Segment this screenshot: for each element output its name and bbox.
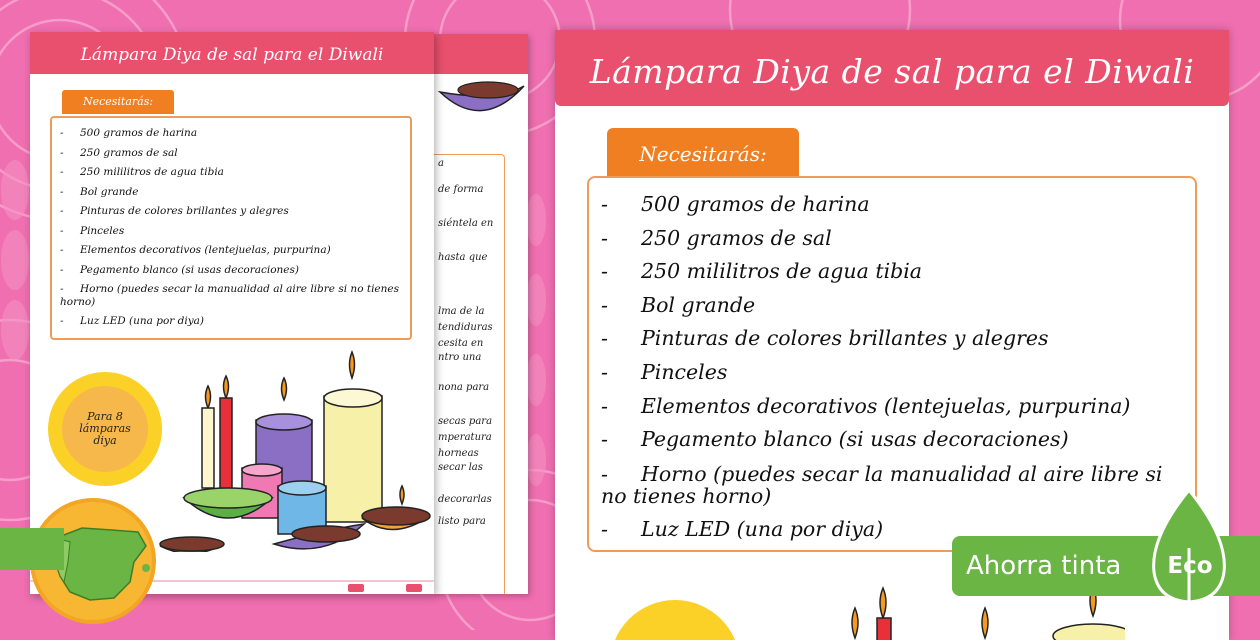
list-item: - Bol grande — [601, 292, 756, 317]
back-page-text: nona para — [438, 382, 490, 393]
list-item: - Luz LED (una por diya) — [601, 516, 884, 541]
list-item: - Elementos decorativos (lentejuelas, purpurina) — [601, 393, 1131, 418]
list-item: - Elementos decorativos (lentejuelas, purpurina) — [60, 244, 331, 256]
list-item: - 500 gramos de harina — [601, 192, 870, 216]
list-item: - Luz LED (una por diya) — [60, 315, 204, 327]
list-item: - Pinceles — [601, 359, 728, 384]
back-page-text: decorarlas — [438, 494, 492, 505]
back-page-text: mperatura — [438, 432, 492, 443]
logo-icon — [406, 584, 422, 592]
back-page-text: tendiduras — [438, 322, 493, 333]
back-page-text: lma de la — [438, 306, 485, 317]
back-page-text: ntro una — [438, 352, 482, 363]
back-page-text: de forma — [438, 184, 484, 195]
list-item: - Horno (puedes secar la manualidad al aire libre si no tienes horno) — [60, 283, 400, 308]
back-page-text: a — [438, 158, 444, 169]
list-item: - Bol grande — [60, 185, 139, 198]
back-page-text: hasta que — [438, 252, 488, 263]
candles-illustration — [156, 348, 432, 552]
list-item: - Horno (puedes secar la manualidad al aire libre si no tienes horno) — [601, 461, 1163, 508]
back-page-text: secar las — [438, 462, 483, 473]
list-item: - Pinturas de colores brillantes y alegres — [601, 326, 1049, 351]
thumbnail-materials-box — [50, 116, 412, 340]
list-item: - 250 gramos de sal — [60, 146, 178, 159]
materials-box — [587, 176, 1197, 552]
list-item: - 500 gramos de harina — [60, 127, 198, 139]
yield-badge — [48, 372, 162, 486]
back-page-text: secas para — [438, 416, 493, 427]
list-item: - Pegamento blanco (si usas decoraciones) — [60, 263, 299, 276]
page-title: Lámpara Diya de sal para el Diwali — [589, 52, 1195, 91]
yield-badge-peek — [610, 600, 740, 640]
thumbnail-materials-heading: Necesitarás: — [62, 90, 174, 114]
eco-badge-text: Eco — [1167, 553, 1213, 579]
list-item: - 250 mililitros de agua tibia — [601, 259, 923, 284]
materials-list — [601, 188, 1185, 546]
logo-icon — [348, 584, 364, 592]
back-page-text: siéntela en — [438, 218, 494, 229]
yield-badge-text: Para 8 lámparas diya — [62, 386, 148, 472]
back-page-text: cesita en — [438, 338, 484, 349]
list-item: - Pinceles — [60, 224, 125, 237]
thumbnail-materials-list — [60, 124, 404, 332]
back-page-text: horneas — [438, 448, 479, 459]
list-item: - Pinturas de colores brillantes y alegres — [60, 205, 289, 217]
eco-label-text: Ahorra tinta — [966, 551, 1122, 581]
list-item: - 250 mililitros de agua tibia — [60, 166, 224, 178]
back-page-text: listo para — [438, 516, 486, 527]
back-thumbnail-page — [432, 34, 528, 594]
diya-lamp-illustration — [436, 72, 528, 132]
list-item: - 250 gramos de sal — [601, 225, 832, 250]
materials-heading: Necesitarás: — [607, 128, 799, 176]
eco-band-left — [0, 528, 64, 570]
back-page-header — [432, 34, 528, 74]
thumbnail-page-title: Lámpara Diya de sal para el Diwali — [30, 32, 434, 74]
list-item: - Pegamento blanco (si usas decoraciones) — [601, 427, 1069, 452]
